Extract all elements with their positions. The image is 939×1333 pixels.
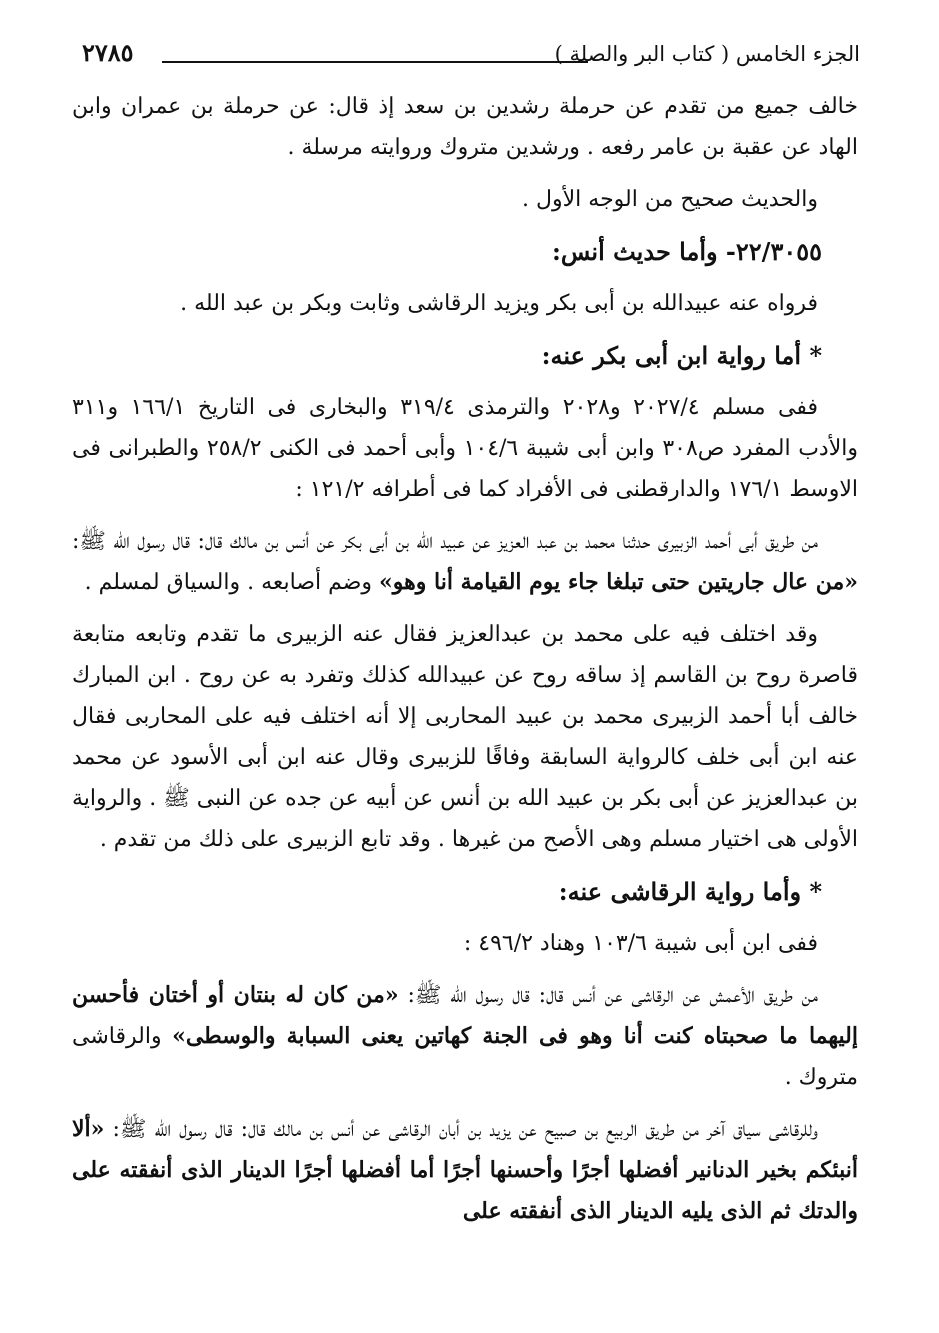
header-rule — [162, 61, 588, 63]
paragraph — [72, 1109, 858, 1232]
narration-chain: وللرقاشى سياق آخر من طريق الربيع بن صبيح عن يزيد بن أبان الرقاشى عن أنس بن مالك قال: قال رسول الله ﷺ: — [112, 1117, 818, 1142]
hadith-text: «ألا أنبئكم بخير الدنانير أفضلها أجرًا وأحسنها أجرًا أما أفضلها أجرًا الدينار الذى أنفقته على والدتك ثم الذى يليه الدينار الذى أنفقته على — [72, 1116, 858, 1224]
page-number: ٢٧٨٥ — [82, 38, 134, 67]
paragraph: ففى ابن أبى شيبة ١٠٣/٦ وهناد ٤٩٦/٢ : — [463, 931, 818, 956]
running-title: الجزء الخامس ( كتاب البر والصلة ) — [554, 42, 860, 66]
commentary: وضم أصابعه . والسياق لمسلم . — [84, 570, 373, 595]
paragraph: ففى مسلم ٢٠٢٧/٤ و٢٠٢٨ والترمذى ٣١٩/٤ والبخارى فى التاريخ ١٦٦/١ و٣١١ والأدب المفرد ص٣٠٨ وابن أبى شيبة ١٠٤/٦ وأبى أحمد فى الكنى ٢٥٨/٢ والطبرانى فى الاوسط ١٧٦/١ والدارقطنى فى الأفراد كما فى أطرافه ١٢١/٢ : — [72, 395, 858, 502]
section-heading: ٢٢/٣٠٥٥- وأما حديث أنس: — [551, 237, 822, 266]
paragraph — [72, 521, 858, 603]
section-heading: * وأما رواية الرقاشى عنه: — [558, 877, 822, 906]
paragraph: خالف جميع من تقدم عن حرملة رشدين بن سعد إذ قال: عن حرملة بن عمران وابن الهاد عن عقبة بن عامر رفعه . ورشدين متروك وروايته مرسلة . — [72, 94, 858, 160]
hadith-text: «من كان له بنتان أو أختان فأحسن إليهما ما صحبتاه كنت أنا وهو فى الجنة كهاتين يعنى السبابة والوسطى» — [72, 982, 858, 1049]
narration-chain: من طريق أبى أحمد الزبيرى حدثنا محمد بن عبد العزيز عن عبيد الله بن أبى بكر عن أنس بن مالك قال: قال رسول الله ﷺ: — [72, 529, 818, 554]
body-text — [72, 86, 858, 1243]
hadith-text: «من عال جاريتين حتى تبلغا جاء يوم القيامة أنا وهو» — [379, 569, 858, 595]
narration-chain: من طريق الأعمش عن الرقاشى عن أنس قال: قال رسول الله ﷺ: — [407, 983, 819, 1008]
commentary: والرقاشى متروك . — [72, 1024, 858, 1090]
paragraph: وقد اختلف فيه على محمد بن عبدالعزيز فقال عنه الزبيرى ما تقدم وتابعه متابعة قاصرة روح بن القاسم إذ ساقه روح عن عبيدالله كذلك وتفرد به عن روح . ابن المبارك خالف أبا أحمد الزبيرى محمد بن عبيد المحاربى إلا أنه اختلف فيه على المحاربى فقال عنه ابن أبى خلف كالرواية السابقة وفاقًا للزبيرى وقال عنه ابن أبى الأسود عن محمد بن عبدالعزيز عن أبى بكر بن عبيد الله بن أنس عن أبيه عن جده عن النبى ﷺ . والرواية الأولى هى اختيار مسلم وهى الأصح من غيرها . وقد تابع الزبيرى على ذلك من تقدم . — [72, 622, 858, 852]
paragraph: والحديث صحيح من الوجه الأول . — [522, 187, 818, 212]
section-heading: * أما رواية ابن أبى بكر عنه: — [541, 341, 822, 370]
page-header — [70, 38, 860, 78]
paragraph — [72, 975, 858, 1098]
paragraph: فرواه عنه عبيدالله بن أبى بكر ويزيد الرقاشى وثابت وبكر بن عبد الله . — [180, 291, 818, 316]
